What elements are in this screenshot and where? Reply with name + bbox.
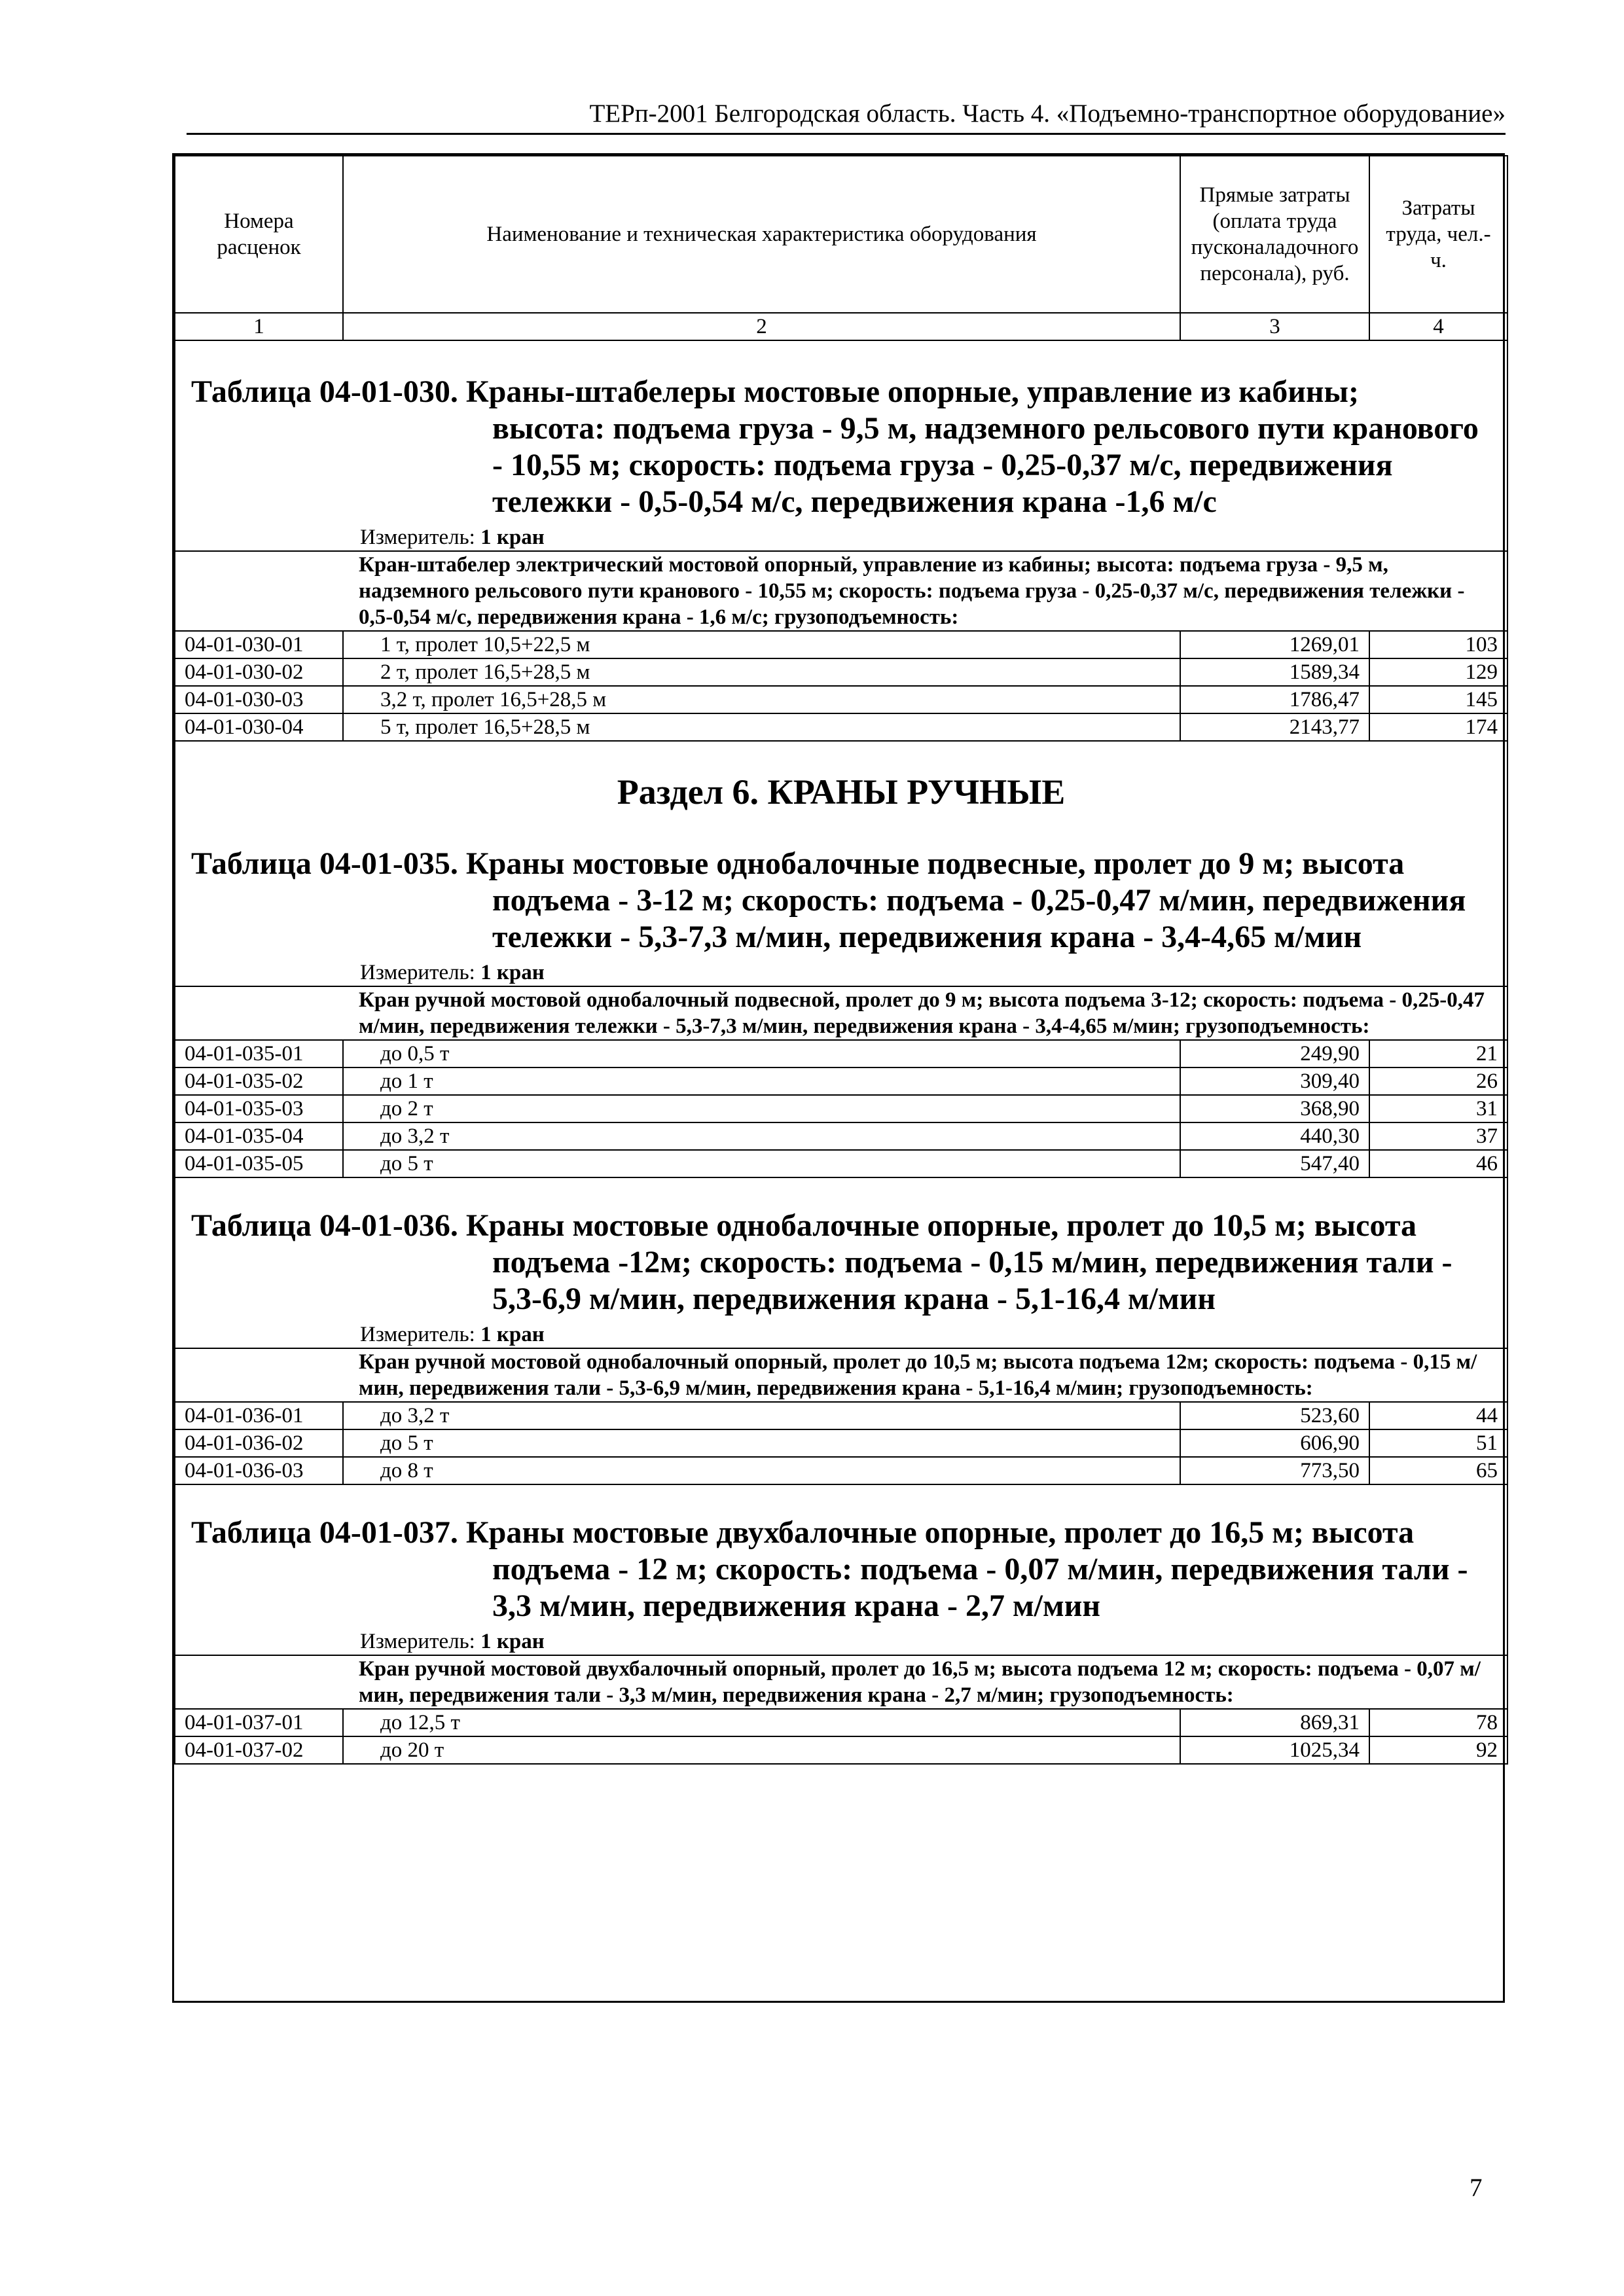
table-035-meter: Измеритель: 1 кран — [360, 961, 545, 984]
equipment-name-cell: до 3,2 т — [343, 1122, 1180, 1150]
labor-cost-cell: 44 — [1369, 1402, 1507, 1429]
equipment-name-cell: до 5 т — [343, 1429, 1180, 1457]
rate-code-cell: 04-01-036-02 — [175, 1429, 343, 1457]
table-030-rows — [175, 631, 1507, 741]
table-036-title: Таблица 04-01-036. Краны мостовые однобалочные опорные, пролет до 10,5 м; высота подъема -12м; скорость: подъема - 0,15 м/мин, передвижения тали - 5,3-6,9 м/мин, передвижения крана - 5,1-16,4 м/мин — [191, 1208, 1453, 1316]
labor-cost-cell: 46 — [1369, 1150, 1507, 1177]
table-row — [175, 1457, 1507, 1484]
table-035-rows — [175, 1040, 1507, 1177]
labor-cost-cell: 65 — [1369, 1457, 1507, 1484]
equipment-name-cell: 2 т, пролет 16,5+28,5 м — [343, 658, 1180, 686]
rate-code-cell: 04-01-035-04 — [175, 1122, 343, 1150]
table-row — [175, 1122, 1507, 1150]
table-037-title: Таблица 04-01-037. Краны мостовые двухбалочные опорные, пролет до 16,5 м; высота подъема - 12 м; скорость: подъема - 0,07 м/мин, передвижения тали - 3,3 м/мин, передвижения крана - 2,7 м/мин — [191, 1515, 1468, 1623]
table-row — [175, 631, 1507, 658]
table-037-description-row — [175, 1655, 1507, 1709]
section-title: Раздел 6. КРАНЫ РУЧНЫЕ — [617, 772, 1066, 812]
labor-cost-cell: 21 — [1369, 1040, 1507, 1067]
table-030-heading-row — [175, 340, 1507, 551]
table-030-title: Таблица 04-01-030. Краны-штабелеры мостовые опорные, управление из кабины; высота: подъема груза - 9,5 м, надземного рельсового пути кранового - 10,55 м; скорость: подъема груза - 0,25-0,37 м/с, передвижения тележки - 0,5-0,54 м/с, передвижения крана -1,6 м/с — [191, 374, 1479, 519]
direct-cost-cell: 368,90 — [1180, 1095, 1369, 1122]
rate-code-cell: 04-01-036-01 — [175, 1402, 343, 1429]
table-036-description-row — [175, 1348, 1507, 1402]
equipment-name-cell: до 20 т — [343, 1736, 1180, 1764]
table-row — [175, 658, 1507, 686]
table-036-description: Кран ручной мостовой однобалочный опорный, пролет до 10,5 м; высота подъема 12м; скорость: подъема - 0,15 м/мин, передвижения тали - 5,3-6,9 м/мин, передвижения крана - 5,1-16,4 м/мин; грузоподъемность: — [343, 1348, 1507, 1402]
document-table-frame — [172, 153, 1505, 2003]
labor-cost-cell: 174 — [1369, 713, 1507, 741]
table-row — [175, 713, 1507, 741]
equipment-name-cell: до 1 т — [343, 1067, 1180, 1095]
direct-cost-cell: 309,40 — [1180, 1067, 1369, 1095]
col-header-rate-number: Номера расценок — [175, 156, 343, 313]
table-row — [175, 1402, 1507, 1429]
direct-cost-cell: 440,30 — [1180, 1122, 1369, 1150]
column-number-row — [175, 313, 1507, 340]
rate-code-cell: 04-01-035-02 — [175, 1067, 343, 1095]
table-035-description-row — [175, 986, 1507, 1040]
labor-cost-cell: 31 — [1369, 1095, 1507, 1122]
col-number-1: 1 — [175, 313, 343, 340]
col-header-direct-costs: Прямые затраты (оплата труда пусконаладочного персонала), руб. — [1180, 156, 1369, 313]
table-036-meter: Измеритель: 1 кран — [360, 1323, 545, 1346]
direct-cost-cell: 2143,77 — [1180, 713, 1369, 741]
labor-cost-cell: 37 — [1369, 1122, 1507, 1150]
rate-code-cell: 04-01-030-02 — [175, 658, 343, 686]
section-6-row — [175, 741, 1507, 813]
labor-cost-cell: 26 — [1369, 1067, 1507, 1095]
table-row — [175, 1067, 1507, 1095]
equipment-name-cell: до 12,5 т — [343, 1709, 1180, 1736]
rate-code-cell: 04-01-035-01 — [175, 1040, 343, 1067]
equipment-name-cell: до 2 т — [343, 1095, 1180, 1122]
labor-cost-cell: 129 — [1369, 658, 1507, 686]
table-037-rows — [175, 1709, 1507, 1764]
direct-cost-cell: 249,90 — [1180, 1040, 1369, 1067]
table-036-heading-row — [175, 1177, 1507, 1348]
table-035-heading-row — [175, 813, 1507, 986]
direct-cost-cell: 773,50 — [1180, 1457, 1369, 1484]
table-030-description-row — [175, 551, 1507, 631]
direct-cost-cell: 606,90 — [1180, 1429, 1369, 1457]
table-030-description: Кран-штабелер электрический мостовой опорный, управление из кабины; высота: подъема груза - 9,5 м, надземного рельсового пути кранового - 10,55 м; скорость: подъема груза - 0,25-0,37 м/с, передвижения тележки - 0,5-0,54 м/с, передвижения крана - 1,6 м/с; грузоподъемность: — [343, 551, 1507, 631]
header-rule — [187, 133, 1506, 135]
rate-code-cell: 04-01-035-05 — [175, 1150, 343, 1177]
equipment-name-cell: до 5 т — [343, 1150, 1180, 1177]
page-number: 7 — [1470, 2174, 1483, 2202]
rate-code-cell: 04-01-037-01 — [175, 1709, 343, 1736]
running-header: ТЕРп-2001 Белгородская область. Часть 4. «Подъемно-транспортное оборудование» — [589, 99, 1506, 128]
equipment-name-cell: 3,2 т, пролет 16,5+28,5 м — [343, 686, 1180, 713]
table-037-heading-row — [175, 1484, 1507, 1655]
col-header-labor-costs: Затраты труда, чел.-ч. — [1369, 156, 1507, 313]
col-number-4: 4 — [1369, 313, 1507, 340]
direct-cost-cell: 547,40 — [1180, 1150, 1369, 1177]
equipment-name-cell: 1 т, пролет 10,5+22,5 м — [343, 631, 1180, 658]
rates-table — [174, 155, 1508, 1765]
rate-code-cell: 04-01-037-02 — [175, 1736, 343, 1764]
table-row — [175, 1150, 1507, 1177]
table-035-description: Кран ручной мостовой однобалочный подвесной, пролет до 9 м; высота подъема 3-12; скорость: подъема - 0,25-0,47 м/мин, передвижения тележки - 5,3-7,3 м/мин, передвижения крана - 3,4-4,65 м/мин; грузоподъемность: — [343, 986, 1507, 1040]
table-037-description: Кран ручной мостовой двухбалочный опорный, пролет до 16,5 м; высота подъема 12 м; скорость: подъема - 0,07 м/мин, передвижения тали - 3,3 м/мин, передвижения крана - 2,7 м/мин; грузоподъемность: — [343, 1655, 1507, 1709]
col-header-equipment-name: Наименование и техническая характеристика оборудования — [343, 156, 1180, 313]
equipment-name-cell: 5 т, пролет 16,5+28,5 м — [343, 713, 1180, 741]
col-number-2: 2 — [343, 313, 1180, 340]
direct-cost-cell: 1025,34 — [1180, 1736, 1369, 1764]
table-row — [175, 1709, 1507, 1736]
equipment-name-cell: до 0,5 т — [343, 1040, 1180, 1067]
table-035-title: Таблица 04-01-035. Краны мостовые однобалочные подвесные, пролет до 9 м; высота подъема - 3-12 м; скорость: подъема - 0,25-0,47 м/мин, передвижения тележки - 5,3-7,3 м/мин, передвижения крана - 3,4-4,65 м/мин — [191, 846, 1466, 954]
labor-cost-cell: 51 — [1369, 1429, 1507, 1457]
direct-cost-cell: 523,60 — [1180, 1402, 1369, 1429]
labor-cost-cell: 92 — [1369, 1736, 1507, 1764]
labor-cost-cell: 145 — [1369, 686, 1507, 713]
direct-cost-cell: 869,31 — [1180, 1709, 1369, 1736]
rate-code-cell: 04-01-036-03 — [175, 1457, 343, 1484]
rate-code-cell: 04-01-030-03 — [175, 686, 343, 713]
table-row — [175, 1429, 1507, 1457]
table-030-meter: Измеритель: 1 кран — [360, 526, 545, 549]
table-036-rows — [175, 1402, 1507, 1484]
col-number-3: 3 — [1180, 313, 1369, 340]
labor-cost-cell: 103 — [1369, 631, 1507, 658]
table-row — [175, 1095, 1507, 1122]
direct-cost-cell: 1269,01 — [1180, 631, 1369, 658]
equipment-name-cell: до 3,2 т — [343, 1402, 1180, 1429]
direct-cost-cell: 1589,34 — [1180, 658, 1369, 686]
table-row — [175, 1040, 1507, 1067]
labor-cost-cell: 78 — [1369, 1709, 1507, 1736]
table-row — [175, 686, 1507, 713]
equipment-name-cell: до 8 т — [343, 1457, 1180, 1484]
table-row — [175, 1736, 1507, 1764]
direct-cost-cell: 1786,47 — [1180, 686, 1369, 713]
rate-code-cell: 04-01-035-03 — [175, 1095, 343, 1122]
rate-code-cell: 04-01-030-01 — [175, 631, 343, 658]
column-header-row — [175, 156, 1507, 313]
table-037-meter: Измеритель: 1 кран — [360, 1630, 545, 1653]
rate-code-cell: 04-01-030-04 — [175, 713, 343, 741]
